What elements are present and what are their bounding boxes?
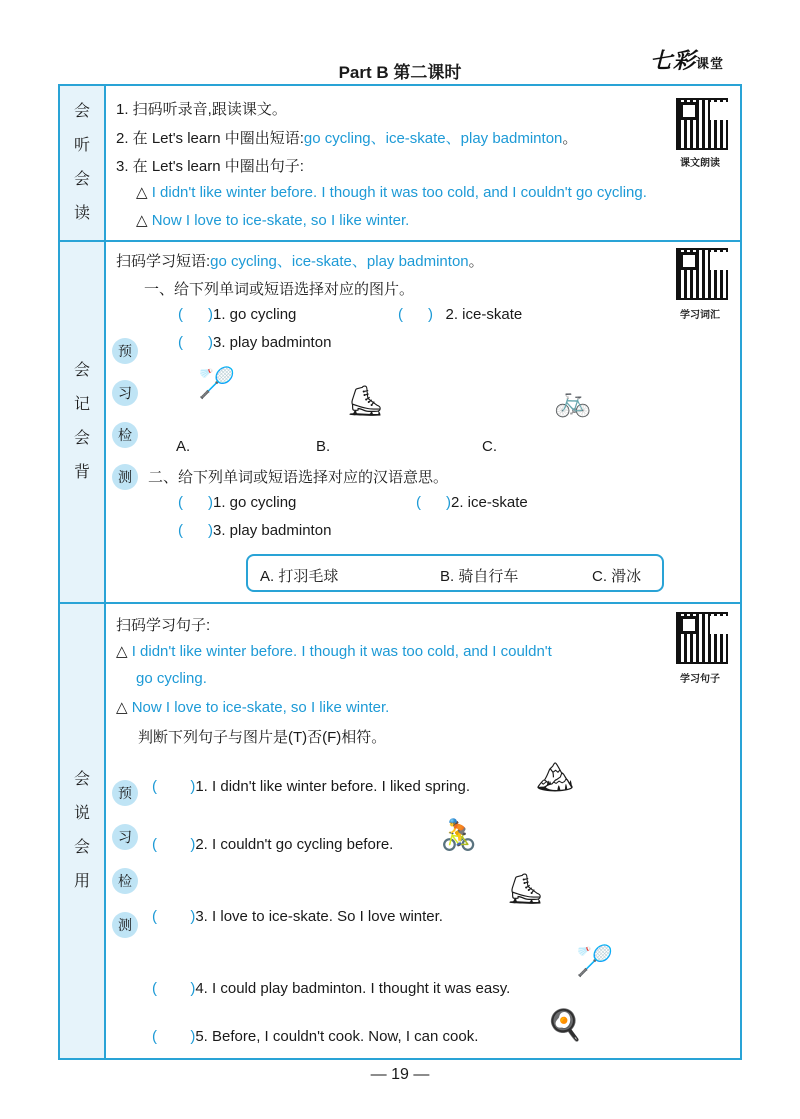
sentence-2 [116, 698, 389, 716]
side-char: 读 [73, 205, 90, 222]
side-char: 会 [73, 171, 90, 188]
instruction-3: 3. 在 Let's learn 中圈出句子: [116, 158, 304, 175]
part2-item [416, 494, 528, 511]
badge: 预 [112, 338, 138, 364]
page-number: — 19 — [370, 1066, 430, 1083]
tf-item [152, 778, 470, 795]
side-char: 用 [73, 873, 90, 890]
pic-label-b: B. [316, 438, 331, 455]
side-char: 会 [73, 103, 90, 120]
badge: 检 [112, 422, 138, 448]
triangle-icon: △ [116, 699, 132, 716]
badge: 习 [112, 824, 138, 850]
pic-label-a: A. [176, 438, 191, 455]
side-char: 背 [73, 464, 90, 481]
item-text: 1. go cycling [213, 494, 297, 511]
qr-code-icon[interactable] [676, 248, 728, 300]
section-listen-read [60, 86, 740, 242]
part1-item [398, 306, 522, 323]
tf-instruction: 判断下列句子与图片是(T)否(F)相符。 [138, 729, 387, 746]
part1-item [178, 306, 296, 323]
qr-code-icon[interactable] [676, 612, 728, 664]
part2-title: 二、给下列单词或短语选择对应的汉语意思。 [148, 469, 449, 486]
qr-label: 学习句子 [680, 674, 720, 685]
item-text: 3. play badminton [213, 334, 332, 351]
badminton-boy-image: 🏸 [576, 945, 614, 978]
qr-code-icon[interactable] [676, 98, 728, 150]
instruction-2 [116, 127, 577, 148]
worksheet-frame [58, 84, 742, 1060]
section-sidebar [60, 604, 106, 1058]
tf-item [152, 908, 443, 925]
instruction-1: 1. 扫码听录音,跟读课文。 [116, 101, 287, 118]
cycling-image: 🚴 [440, 819, 478, 852]
triangle-icon: △ [136, 184, 152, 201]
tf-item [152, 980, 510, 997]
item-text: 2. ice-skate [451, 494, 528, 511]
answer-blank[interactable]: ( ) [152, 980, 196, 997]
scan-end: 。 [468, 253, 484, 270]
side-char: 听 [73, 137, 90, 154]
answer-blank[interactable]: ( ) [152, 778, 196, 795]
part1-title: 一、给下列单词或短语选择对应的图片。 [144, 281, 415, 298]
answer-blank[interactable]: ( ) [178, 522, 213, 539]
sentence-2 [136, 211, 409, 229]
sentence-1-text: I didn't like winter before. I though it was too cold, and I couldn't go cycling. [151, 184, 647, 201]
item-text: 2. I couldn't go cycling before. [195, 836, 394, 853]
triangle-icon: △ [136, 212, 152, 229]
instruction-2-end: 。 [562, 130, 578, 147]
triangle-icon: △ [116, 643, 132, 660]
badge: 测 [112, 464, 138, 490]
item-text: 3. play badminton [213, 522, 332, 539]
part2-item [178, 494, 296, 511]
item-text: 4. I could play badminton. I thought it was easy. [195, 980, 511, 997]
side-char: 会 [73, 430, 90, 447]
sentence-2-text: Now I love to ice-skate, so I like winter. [131, 699, 390, 716]
section-speak-use [60, 604, 740, 1058]
option-b: B. 骑自行车 [440, 568, 519, 585]
qr-label: 学习词汇 [680, 310, 720, 321]
scan-sentences: 扫码学习句子: [116, 617, 211, 634]
brand-name: 七彩 [650, 48, 697, 74]
pic-label-c: C. [482, 438, 497, 455]
side-char: 会 [73, 839, 90, 856]
sentence-1-text: I didn't like winter before. I though it was too cold, and I couldn't [131, 643, 552, 660]
part2-item [178, 522, 331, 539]
item-text: 2. ice-skate [445, 306, 523, 323]
cyclist-image: 🚲 [554, 385, 592, 418]
winter-scene-image: 🏔 [536, 761, 575, 794]
answer-blank[interactable]: ( ) [178, 494, 213, 511]
cooking-image: 🍳 [546, 1009, 584, 1042]
answer-blank[interactable]: ( ) [152, 908, 196, 925]
badminton-player-image: 🏸 [198, 367, 236, 400]
badge: 测 [112, 912, 138, 938]
phrase-list: go cycling、ice-skate、play badminton [303, 130, 563, 147]
sentence-2-text: Now I love to ice-skate, so I like winter. [151, 212, 410, 229]
side-char: 说 [73, 805, 90, 822]
skating-girl-image: ⛸ [506, 873, 545, 906]
options-box [246, 554, 664, 592]
section-sidebar [60, 86, 106, 240]
scan-prefix: 扫码学习短语: [116, 253, 211, 270]
brand-suffix: 课堂 [696, 57, 725, 72]
sentence-1 [136, 183, 647, 201]
item-text: 1. I didn't like winter before. I liked spring. [195, 778, 471, 795]
tf-item [152, 836, 393, 853]
side-char: 记 [73, 396, 90, 413]
item-text: 3. I love to ice-skate. So I love winter. [195, 908, 443, 925]
ice-skater-image: ⛸ [346, 385, 385, 418]
badge: 习 [112, 380, 138, 406]
answer-blank[interactable]: ( ) [152, 836, 196, 853]
badge: 检 [112, 868, 138, 894]
scan-phrases [116, 250, 484, 271]
answer-blank[interactable]: ( ) [152, 1028, 196, 1045]
brand-logo [650, 44, 724, 75]
option-a: A. 打羽毛球 [260, 568, 339, 585]
item-text: 5. Before, I couldn't cook. Now, I can cook. [195, 1028, 479, 1045]
sentence-1 [116, 642, 552, 660]
tf-item [152, 1028, 478, 1045]
answer-blank[interactable]: ( ) [398, 306, 446, 323]
phrase-list: go cycling、ice-skate、play badminton [210, 253, 469, 270]
qr-label: 课文朗读 [680, 158, 720, 169]
section-memorize [60, 242, 740, 604]
item-text: 1. go cycling [213, 306, 297, 323]
option-c: C. 滑冰 [592, 568, 642, 585]
sentence-1-cont: go cycling. [136, 670, 207, 687]
answer-blank[interactable]: ( ) [416, 494, 451, 511]
section-sidebar [60, 242, 106, 602]
side-char: 会 [73, 771, 90, 788]
page-title: Part B 第二课时 [338, 63, 462, 82]
badge: 预 [112, 780, 138, 806]
answer-blank[interactable]: ( ) [178, 306, 213, 323]
instruction-2-prefix: 2. 在 Let's learn 中圈出短语: [116, 130, 304, 147]
answer-blank[interactable]: ( ) [178, 334, 213, 351]
part1-item [178, 334, 331, 351]
side-char: 会 [73, 362, 90, 379]
